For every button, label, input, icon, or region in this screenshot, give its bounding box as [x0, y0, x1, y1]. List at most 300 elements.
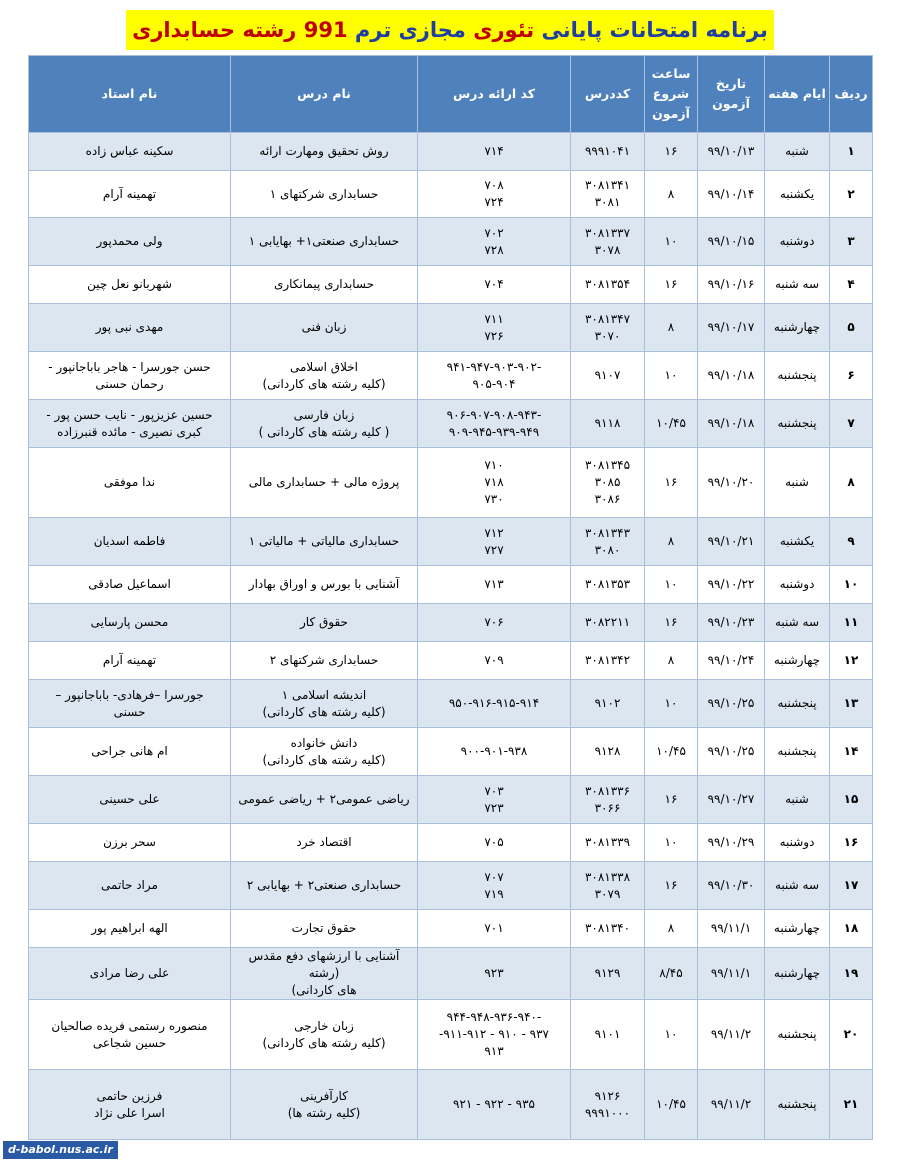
course-code-line: ۳۰۸۱۳۴۲	[584, 653, 631, 667]
title-bar	[0, 10, 900, 54]
course-code-line: ۳۰۸۱۳۴۵	[584, 458, 631, 472]
course-code-line: ۳۰۸۵	[594, 475, 621, 489]
date-cell: ۹۹/۱۱/۲	[698, 1070, 765, 1140]
offer-code-line: ۷۲۶	[484, 328, 504, 343]
course-name-cell	[231, 518, 418, 566]
row-number-cell: ۱۳	[830, 680, 873, 728]
course-name-line: روش تحقیق ومهارت ارائه	[259, 144, 389, 158]
date-cell: ۹۹/۱۰/۲۴	[698, 642, 765, 680]
course-name-cell	[231, 1070, 418, 1140]
course-code-cell	[571, 824, 645, 862]
teacher-line: ام هانی جراحی	[91, 744, 168, 758]
table-row	[29, 171, 873, 218]
course-code-cell	[571, 728, 645, 776]
course-code-cell	[571, 352, 645, 400]
table-row	[29, 352, 873, 400]
day-cell: سه شنبه	[765, 266, 830, 304]
title-part-4: 991	[303, 18, 348, 42]
time-cell: ۸	[645, 171, 698, 218]
course-name-cell	[231, 948, 418, 1000]
offer-code-line: ۹۳۷ - ۹۱۰ - ۹۱۱-۹۱۲-	[439, 1027, 549, 1041]
course-name-line: (کلیه رشته های کاردانی)	[262, 704, 386, 719]
time-cell: ۱۶	[645, 862, 698, 910]
teacher-line: فرزین حاتمی	[96, 1088, 163, 1103]
course-code-cell	[571, 862, 645, 910]
course-name-line: های کاردانی)	[291, 983, 357, 997]
offer-code-line: ۷۳۰	[484, 492, 504, 506]
course-code-line: ۳۰۸۲۲۱۱	[584, 615, 631, 629]
course-code-line: ۳۰۸۶	[594, 492, 621, 506]
table-body	[29, 133, 873, 1140]
course-name-cell	[231, 566, 418, 604]
row-number-cell: ۲۱	[830, 1070, 873, 1140]
offer-code-cell	[418, 171, 571, 218]
row-number-cell: ۲۰	[830, 1000, 873, 1070]
date-cell: ۹۹/۱۰/۱۶	[698, 266, 765, 304]
teacher-line: مراد حاتمی	[101, 878, 158, 892]
course-name-line: حسابداری صنعتی۱+ بهایابی ۱	[248, 234, 400, 248]
course-code-line: ۳۰۸۱۳۴۳	[584, 525, 631, 540]
course-name-cell	[231, 304, 418, 352]
course-name-line: اخلاق اسلامی	[289, 359, 358, 374]
date-cell: ۹۹/۱۰/۲۲	[698, 566, 765, 604]
teacher-line: فاطمه اسدیان	[93, 534, 166, 548]
teacher-line: رحمان حسنی	[95, 376, 164, 391]
teacher-line: علی حسینی	[99, 792, 160, 806]
course-name-line: حقوق کار	[300, 615, 348, 629]
teacher-cell	[29, 1070, 231, 1140]
course-code-line: ۹۹۹۱۰۰۰	[584, 1105, 631, 1120]
offer-code-line: ۹۱۳	[484, 1044, 504, 1058]
time-cell: ۱۰/۴۵	[645, 1070, 698, 1140]
day-cell: یکشنبه	[765, 518, 830, 566]
teacher-line: ندا موفقی	[103, 475, 156, 489]
course-name-line: پروژه مالی + حسابداری مالی	[248, 475, 400, 489]
row-number-cell: ۱	[830, 133, 873, 171]
offer-code-line: ۹۰۹-۹۴۵-۹۳۹-۹۴۹	[448, 424, 540, 439]
course-code-cell	[571, 400, 645, 448]
offer-code-line: ۷۱۴	[484, 144, 504, 158]
course-name-line: ریاضی عمومی۲ + ریاضی عمومی	[238, 792, 410, 806]
date-cell: ۹۹/۱۰/۱۴	[698, 171, 765, 218]
time-cell: ۱۰	[645, 218, 698, 266]
table-row	[29, 400, 873, 448]
date-cell: ۹۹/۱۰/۱۸	[698, 400, 765, 448]
day-cell: شنبه	[765, 448, 830, 518]
offer-code-line: ۹۰۰-۹۰۱-۹۳۸	[460, 744, 528, 758]
course-code-line: ۳۰۸۱۳۳۹	[584, 835, 631, 849]
day-cell: شنبه	[765, 776, 830, 824]
teacher-cell	[29, 948, 231, 1000]
course-code-line: ۹۱۱۸	[594, 416, 621, 430]
course-name-cell	[231, 862, 418, 910]
header-offer-code: کد ارائه درس	[418, 56, 571, 133]
course-name-line: حسابداری صنعتی۲ + بهایابی ۲	[246, 878, 402, 892]
course-name-line: اندیشه اسلامی ۱	[281, 687, 367, 702]
day-cell: پنجشنبه	[765, 1000, 830, 1070]
teacher-line: مهدی نبی پور	[95, 320, 164, 334]
date-cell: ۹۹/۱۰/۲۵	[698, 728, 765, 776]
offer-code-line: ۷۰۹	[484, 653, 504, 667]
day-cell: پنجشنبه	[765, 1070, 830, 1140]
row-number-cell: ۳	[830, 218, 873, 266]
teacher-cell	[29, 566, 231, 604]
offer-code-line: ۷۲۴	[484, 195, 504, 209]
course-name-cell	[231, 776, 418, 824]
teacher-line: کبری نصیری - مائده قنبرزاده	[57, 424, 202, 439]
teacher-cell	[29, 171, 231, 218]
date-cell: ۹۹/۱۰/۱۷	[698, 304, 765, 352]
teacher-line: سکینه عباس زاده	[85, 144, 174, 158]
row-number-cell: ۱۷	[830, 862, 873, 910]
header-row	[29, 56, 873, 133]
table-row	[29, 133, 873, 171]
teacher-cell	[29, 133, 231, 171]
day-cell: پنجشنبه	[765, 400, 830, 448]
teacher-cell	[29, 218, 231, 266]
course-code-cell	[571, 171, 645, 218]
time-cell: ۸	[645, 518, 698, 566]
time-cell: ۱۰	[645, 1000, 698, 1070]
offer-code-line: ۷۰۲	[484, 225, 504, 240]
row-number-cell: ۶	[830, 352, 873, 400]
table-row	[29, 266, 873, 304]
offer-code-line: ۹۰۵-۹۰۴	[472, 376, 516, 391]
course-code-line: ۳۰۸۱۳۴۷	[584, 311, 631, 326]
course-name-line: آشنایی با ارزشهای دفع مقدس (رشته	[248, 949, 400, 980]
course-name-cell	[231, 604, 418, 642]
time-cell: ۱۰/۴۵	[645, 728, 698, 776]
teacher-cell	[29, 304, 231, 352]
time-cell: ۸/۴۵	[645, 948, 698, 1000]
offer-code-cell	[418, 1070, 571, 1140]
offer-code-line: ۷۰۶	[484, 615, 504, 629]
teacher-line: جورسرا –فرهادی- باباجانپور –	[55, 687, 204, 702]
course-code-cell	[571, 566, 645, 604]
row-number-cell: ۱۴	[830, 728, 873, 776]
teacher-line: شهربانو نعل چین	[87, 277, 172, 291]
course-code-line: ۹۱۲۹	[594, 966, 621, 980]
teacher-cell	[29, 776, 231, 824]
course-name-line: (کلیه رشته ها)	[287, 1105, 361, 1120]
course-code-line: ۹۱۰۱	[594, 1027, 621, 1041]
page-title	[126, 10, 774, 50]
course-code-line: ۳۰۷۹	[594, 886, 621, 901]
course-code-cell	[571, 1000, 645, 1070]
teacher-cell	[29, 400, 231, 448]
offer-code-line: ۷۲۷	[484, 542, 504, 557]
row-number-cell: ۱۰	[830, 566, 873, 604]
date-cell: ۹۹/۱۰/۲۱	[698, 518, 765, 566]
course-name-line: (کلیه رشته های کاردانی)	[262, 1035, 386, 1050]
title-part-2: تئوری	[473, 18, 535, 42]
course-code-line: ۹۱۲۶	[594, 1088, 621, 1103]
course-name-line: زبان فنی	[301, 320, 347, 334]
teacher-line: حسنی	[113, 704, 146, 719]
teacher-line: ولی محمدپور	[96, 234, 163, 248]
course-code-line: ۹۱۰۷	[594, 368, 621, 382]
time-cell: ۸	[645, 304, 698, 352]
course-name-line: حسابداری پیمانکاری	[273, 277, 375, 291]
time-cell: ۱۰/۴۵	[645, 400, 698, 448]
course-name-line: ( کلیه رشته های کاردانی )	[258, 424, 390, 439]
exam-schedule-table	[28, 55, 873, 1140]
day-cell: سه شنبه	[765, 604, 830, 642]
offer-code-line: ۷۰۳	[484, 783, 504, 798]
offer-code-cell	[418, 266, 571, 304]
teacher-line: منصوره رستمی فریده صالحیان	[51, 1018, 208, 1033]
day-cell: سه شنبه	[765, 862, 830, 910]
offer-code-cell	[418, 133, 571, 171]
course-name-line: حسابداری شرکتهای ۲	[269, 653, 379, 667]
course-code-line: ۳۰۷۰	[594, 328, 621, 343]
row-number-cell: ۱۶	[830, 824, 873, 862]
time-cell: ۱۰	[645, 566, 698, 604]
course-code-line: ۹۹۹۱۰۴۱	[584, 144, 631, 158]
course-code-cell	[571, 518, 645, 566]
day-cell: چهارشنبه	[765, 642, 830, 680]
table-row	[29, 680, 873, 728]
course-code-cell	[571, 448, 645, 518]
course-name-cell	[231, 218, 418, 266]
course-code-line: ۳۰۸۰	[594, 542, 621, 557]
offer-code-line: ۷۱۳	[484, 577, 504, 591]
table-row	[29, 518, 873, 566]
table-row	[29, 448, 873, 518]
day-cell: دوشنبه	[765, 218, 830, 266]
course-code-line: ۹۱۰۲	[594, 696, 621, 710]
offer-code-cell	[418, 400, 571, 448]
title-part-5: رشته حسابداری	[132, 18, 297, 42]
course-code-cell	[571, 304, 645, 352]
teacher-line: علی رضا مرادی	[89, 966, 170, 980]
course-name-cell	[231, 266, 418, 304]
date-cell: ۹۹/۱۰/۲۷	[698, 776, 765, 824]
teacher-line: محسن پارسایی	[90, 615, 169, 629]
offer-code-cell	[418, 352, 571, 400]
offer-code-cell	[418, 776, 571, 824]
day-cell: دوشنبه	[765, 824, 830, 862]
teacher-cell	[29, 824, 231, 862]
header-row-number: ردیف	[830, 56, 873, 133]
table-row	[29, 728, 873, 776]
course-name-line: زبان فارسی	[293, 407, 355, 422]
offer-code-cell	[418, 910, 571, 948]
course-name-cell	[231, 448, 418, 518]
header-day: ایام هفته	[765, 56, 830, 133]
teacher-cell	[29, 728, 231, 776]
row-number-cell: ۵	[830, 304, 873, 352]
time-cell: ۸	[645, 910, 698, 948]
table-row	[29, 1000, 873, 1070]
header-teacher: نام استاد	[29, 56, 231, 133]
course-code-line: ۳۰۸۱۳۵۴	[584, 277, 631, 291]
course-name-cell	[231, 728, 418, 776]
course-name-line: اقتصاد خرد	[296, 835, 352, 849]
offer-code-line: ۷۰۵	[484, 835, 504, 849]
row-number-cell: ۱۵	[830, 776, 873, 824]
time-cell: ۸	[645, 642, 698, 680]
course-code-line: ۳۰۸۱۳۵۳	[584, 577, 631, 591]
course-name-cell	[231, 352, 418, 400]
day-cell: دوشنبه	[765, 566, 830, 604]
offer-code-line: -۹۴۴-۹۴۸-۹۳۶-۹۴۰	[446, 1010, 542, 1024]
offer-code-cell	[418, 218, 571, 266]
course-name-cell	[231, 910, 418, 948]
course-code-line: ۳۰۷۸	[594, 242, 621, 257]
offer-code-cell	[418, 304, 571, 352]
offer-code-line: ۹۵۰-۹۱۶-۹۱۵-۹۱۴	[448, 696, 540, 710]
site-footer-badge: d-babol.nus.ac.ir	[3, 1141, 118, 1159]
offer-code-cell	[418, 448, 571, 518]
course-code-cell	[571, 776, 645, 824]
teacher-line: اسماعیل صادقی	[88, 577, 171, 591]
offer-code-cell	[418, 948, 571, 1000]
teacher-cell	[29, 352, 231, 400]
day-cell: شنبه	[765, 133, 830, 171]
course-name-cell	[231, 1000, 418, 1070]
row-number-cell: ۱۲	[830, 642, 873, 680]
course-code-cell	[571, 133, 645, 171]
row-number-cell: ۱۸	[830, 910, 873, 948]
course-code-cell	[571, 910, 645, 948]
date-cell: ۹۹/۱۱/۱	[698, 910, 765, 948]
time-cell: ۱۰	[645, 824, 698, 862]
offer-code-cell	[418, 566, 571, 604]
course-name-line: کارآفرینی	[300, 1088, 348, 1103]
offer-code-cell	[418, 680, 571, 728]
offer-code-line: ۷۰۱	[484, 921, 504, 935]
time-cell: ۱۶	[645, 776, 698, 824]
offer-code-cell	[418, 728, 571, 776]
teacher-cell	[29, 910, 231, 948]
course-name-line: (کلیه رشته های کاردانی)	[262, 752, 386, 767]
offer-code-line: ۷۱۸	[484, 475, 504, 489]
course-name-cell	[231, 133, 418, 171]
date-cell: ۹۹/۱۰/۱۳	[698, 133, 765, 171]
offer-code-line: -۹۰۶-۹۰۷-۹۰۸-۹۴۳	[446, 407, 542, 422]
offer-code-line: ۷۱۲	[484, 525, 504, 540]
time-cell: ۱۰	[645, 352, 698, 400]
date-cell: ۹۹/۱۱/۲	[698, 1000, 765, 1070]
table-row	[29, 948, 873, 1000]
row-number-cell: ۱۹	[830, 948, 873, 1000]
course-name-line: (کلیه رشته های کاردانی)	[262, 376, 386, 391]
offer-code-cell	[418, 642, 571, 680]
row-number-cell: ۴	[830, 266, 873, 304]
offer-code-line: ۷۰۷	[484, 869, 504, 884]
date-cell: ۹۹/۱۰/۲۰	[698, 448, 765, 518]
time-cell: ۱۶	[645, 448, 698, 518]
day-cell: چهارشنبه	[765, 948, 830, 1000]
teacher-cell	[29, 642, 231, 680]
day-cell: یکشنبه	[765, 171, 830, 218]
row-number-cell: ۲	[830, 171, 873, 218]
date-cell: ۹۹/۱۰/۱۸	[698, 352, 765, 400]
offer-code-line: -۹۴۱-۹۴۷-۹۰۳-۹۰۲	[446, 359, 542, 374]
time-cell: ۱۶	[645, 133, 698, 171]
course-code-cell	[571, 1070, 645, 1140]
teacher-line: حسن جورسرا - هاجر باباجانپور -	[48, 359, 211, 374]
time-cell: ۱۶	[645, 604, 698, 642]
date-cell: ۹۹/۱۰/۲۵	[698, 680, 765, 728]
time-cell: ۱۶	[645, 266, 698, 304]
title-part-1: برنامه امتحانات پایانی	[541, 18, 768, 42]
day-cell: چهارشنبه	[765, 910, 830, 948]
course-code-cell	[571, 642, 645, 680]
table-row	[29, 776, 873, 824]
row-number-cell: ۸	[830, 448, 873, 518]
course-name-cell	[231, 824, 418, 862]
course-code-line: ۳۰۸۱۳۴۱	[584, 178, 631, 192]
day-cell: چهارشنبه	[765, 304, 830, 352]
teacher-line: تهمینه آرام	[102, 653, 157, 667]
course-code-cell	[571, 218, 645, 266]
course-name-line: زبان خارجی	[294, 1018, 354, 1033]
course-name-cell	[231, 171, 418, 218]
course-name-cell	[231, 400, 418, 448]
course-code-line: ۳۰۸۱	[594, 195, 621, 209]
offer-code-line: ۷۲۸	[484, 242, 504, 257]
date-cell: ۹۹/۱۰/۲۹	[698, 824, 765, 862]
teacher-line: الهه ابراهیم پور	[91, 921, 168, 935]
teacher-cell	[29, 448, 231, 518]
table-row	[29, 862, 873, 910]
offer-code-line: ۷۱۹	[484, 886, 504, 901]
offer-code-cell	[418, 1000, 571, 1070]
header-course-name: نام درس	[231, 56, 418, 133]
offer-code-line: ۷۱۰	[484, 458, 504, 472]
course-code-line: ۹۱۲۸	[594, 744, 621, 758]
teacher-line: اسرا علی نژاد	[94, 1105, 165, 1120]
table-row	[29, 1070, 873, 1140]
row-number-cell: ۷	[830, 400, 873, 448]
course-code-cell	[571, 948, 645, 1000]
title-part-3: مجازی ترم	[354, 18, 466, 42]
offer-code-line: ۹۲۳	[484, 966, 504, 980]
table-row	[29, 218, 873, 266]
course-code-cell	[571, 680, 645, 728]
teacher-line: تهمینه آرام	[102, 186, 157, 201]
day-cell: پنجشنبه	[765, 728, 830, 776]
header-date: تاریخ آزمون	[698, 56, 765, 133]
offer-code-cell	[418, 824, 571, 862]
course-name-line: دانش خانواده	[290, 735, 358, 750]
day-cell: پنجشنبه	[765, 680, 830, 728]
offer-code-line: ۷۱۱	[484, 311, 504, 326]
row-number-cell: ۹	[830, 518, 873, 566]
teacher-line: حسین عزیزپور - نایب حسن پور -	[46, 407, 213, 422]
offer-code-line: ۹۳۵ - ۹۲۲ - ۹۲۱	[453, 1097, 535, 1111]
teacher-cell	[29, 266, 231, 304]
offer-code-cell	[418, 518, 571, 566]
row-number-cell: ۱۱	[830, 604, 873, 642]
day-cell: پنجشنبه	[765, 352, 830, 400]
course-code-line: ۳۰۸۱۳۳۷	[584, 225, 631, 240]
table-row	[29, 566, 873, 604]
table-row	[29, 304, 873, 352]
date-cell: ۹۹/۱۰/۱۵	[698, 218, 765, 266]
header-course-code: کددرس	[571, 56, 645, 133]
course-code-line: ۳۰۸۱۳۴۰	[584, 921, 631, 935]
date-cell: ۹۹/۱۱/۱	[698, 948, 765, 1000]
teacher-cell	[29, 1000, 231, 1070]
time-cell: ۱۰	[645, 680, 698, 728]
date-cell: ۹۹/۱۰/۳۰	[698, 862, 765, 910]
course-name-line: آشنایی با بورس و اوراق بهادار	[248, 577, 400, 591]
course-name-cell	[231, 642, 418, 680]
course-name-line: حسابداری شرکتهای ۱	[269, 186, 379, 201]
